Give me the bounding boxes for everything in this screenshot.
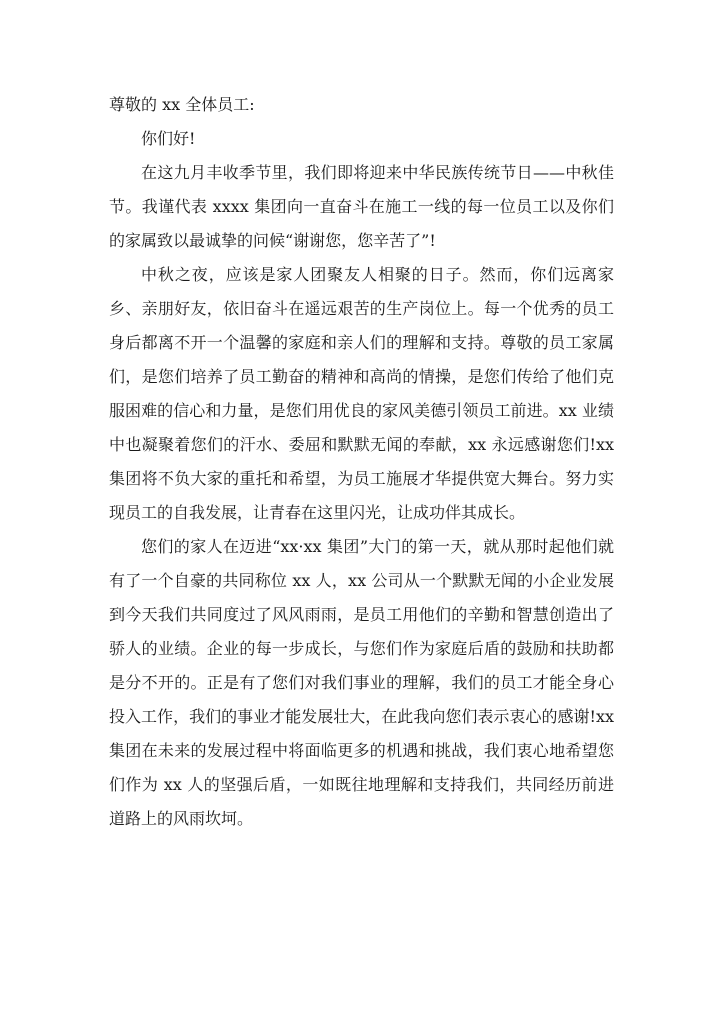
salutation: 尊敬的 xx 全体员工:	[109, 95, 255, 114]
letter-body	[109, 88, 614, 836]
paragraph: 在这九月丰收季节里，我们即将迎来中华民族传统节日——中秋佳节。我谨代表 xxxx 集团向一直奋斗在施工一线的每一位员工以及你们的家属致以最诚挚的问候“谢谢您，您辛苦了”!	[109, 163, 614, 250]
paragraph: 您们的家人在迈进“xx·xx 集团”大门的第一天，就从那时起他们就有了一个自豪的共同称位 xx 人，xx 公司从一个默默无闻的小企业发展到今天我们共同度过了风风雨雨，是员工用他们的辛勤和智慧创造出了骄人的业绩。企业的每一步成长，与您们作为家庭后盾的鼓励和扶助都是分不开的。正是有了您们对我们事业的理解，我们的员工才能全身心投入工作，我们的事业才能发展壮大，在此我向您们表示衷心的感谢!xx 集团在未来的发展过程中将面临更多的机遇和挑战，我们衷心地希望您们作为 xx 人的坚强后盾，一如既往地理解和支持我们，共同经历前进道路上的风雨坎坷。	[109, 537, 614, 828]
greeting: 你们好!	[141, 129, 196, 148]
paragraph: 中秋之夜，应该是家人团聚友人相聚的日子。然而，你们远离家乡、亲朋好友，依旧奋斗在遥远艰苦的生产岗位上。每一个优秀的员工身后都离不开一个温馨的家庭和亲人们的理解和支持。尊敬的员工家属们，是您们培养了员工勤奋的精神和高尚的情操，是您们传给了他们克服困难的信心和力量，是您们用优良的家风美德引领员工前进。xx 业绩中也凝聚着您们的汗水、委屈和默默无闻的奉献，xx 永远感谢您们!xx 集团将不负大家的重托和希望，为员工施展才华提供宽大舞台。努力实现员工的自我发展，让青春在这里闪光，让成功伴其成长。	[109, 265, 614, 522]
